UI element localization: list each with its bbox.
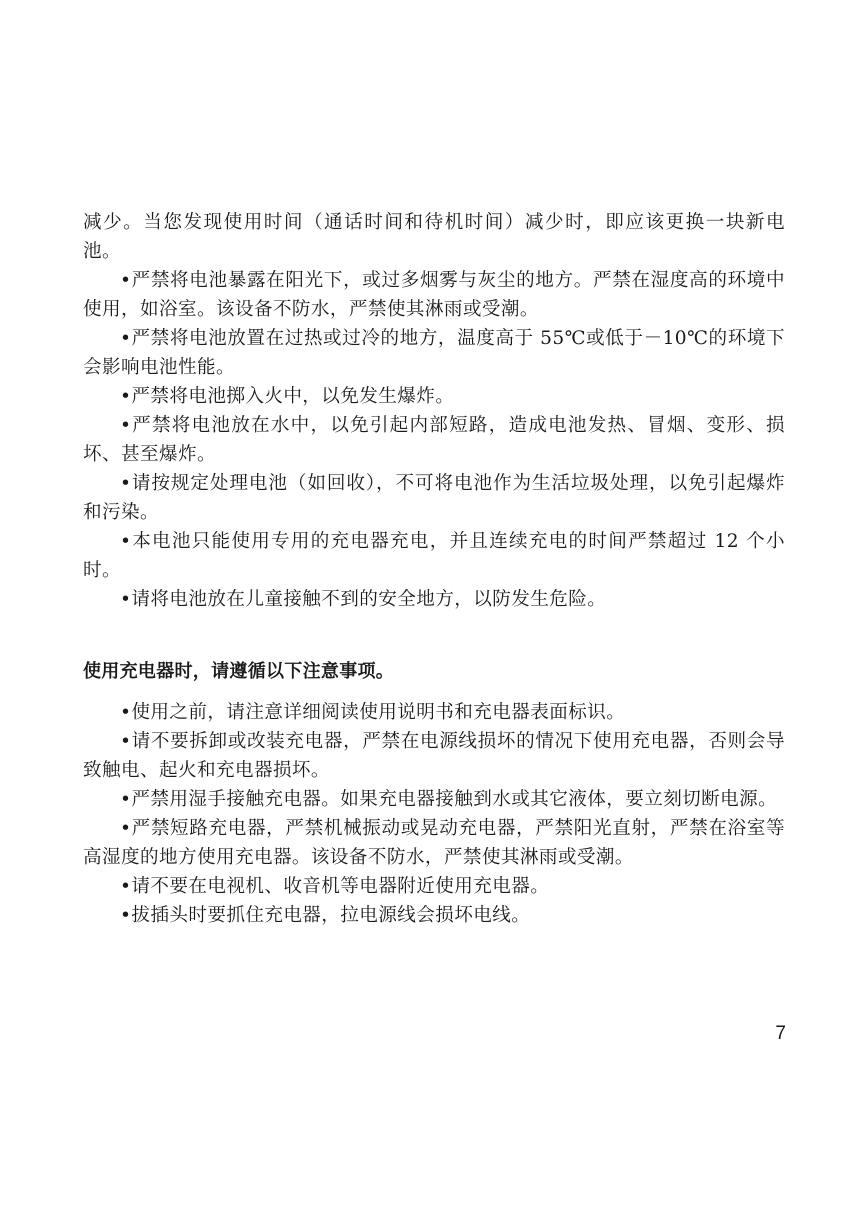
battery-precautions-section <box>83 208 785 614</box>
charger-precaution-item: •严禁用湿手接触充电器。如果充电器接触到水或其它液体，要立刻切断电源。 <box>120 789 778 810</box>
continued-paragraph: 减少。当您发现使用时间（通话时间和待机时间）减少时，即应该更换一块新电池。 <box>83 212 785 262</box>
charger-precaution-item: •使用之前，请注意详细阅读使用说明书和充电器表面标识。 <box>120 702 626 723</box>
battery-precaution-item: •严禁将电池放置在过热或过冷的地方，温度高于 55℃或低于－10℃的环境下会影响电池性能。 <box>83 328 785 378</box>
battery-precaution-item: •本电池只能使用专用的充电器充电，并且连续充电的时间严禁超过 12 个小时。 <box>83 531 785 581</box>
document-page <box>83 208 785 930</box>
charger-precaution-item: •拔插头时要抓住充电器，拉电源线会损坏电线。 <box>120 905 531 926</box>
charger-precaution-item: •严禁短路充电器，严禁机械振动或晃动充电器，严禁阳光直射，严禁在浴室等高湿度的地方使用充电器。该设备不防水，严禁使其淋雨或受潮。 <box>83 818 785 868</box>
page-number: 7 <box>775 1023 786 1044</box>
battery-precaution-item: •请按规定处理电池（如回收），不可将电池作为生活垃圾处理，以免引起爆炸和污染。 <box>83 473 785 523</box>
charger-precaution-item: •请不要拆卸或改装充电器，严禁在电源线损坏的情况下使用充电器，否则会导致触电、起火和充电器损坏。 <box>83 731 785 781</box>
battery-precaution-item: •请将电池放在儿童接触不到的安全地方，以防发生危险。 <box>120 589 607 610</box>
battery-precaution-item: •严禁将电池暴露在阳光下，或过多烟雾与灰尘的地方。严禁在湿度高的环境中使用，如浴室。该设备不防水，严禁使其淋雨或受潮。 <box>83 270 785 320</box>
charger-precaution-item: •请不要在电视机、收音机等电器附近使用充电器。 <box>120 876 550 897</box>
charger-precautions-section <box>83 657 785 930</box>
section-heading: 使用充电器时，请遵循以下注意事项。 <box>83 661 395 682</box>
battery-precaution-item: •严禁将电池放在水中，以免引起内部短路，造成电池发热、冒烟、变形、损坏、甚至爆炸。 <box>83 415 785 465</box>
battery-precaution-item: •严禁将电池掷入火中，以免发生爆炸。 <box>120 386 455 407</box>
